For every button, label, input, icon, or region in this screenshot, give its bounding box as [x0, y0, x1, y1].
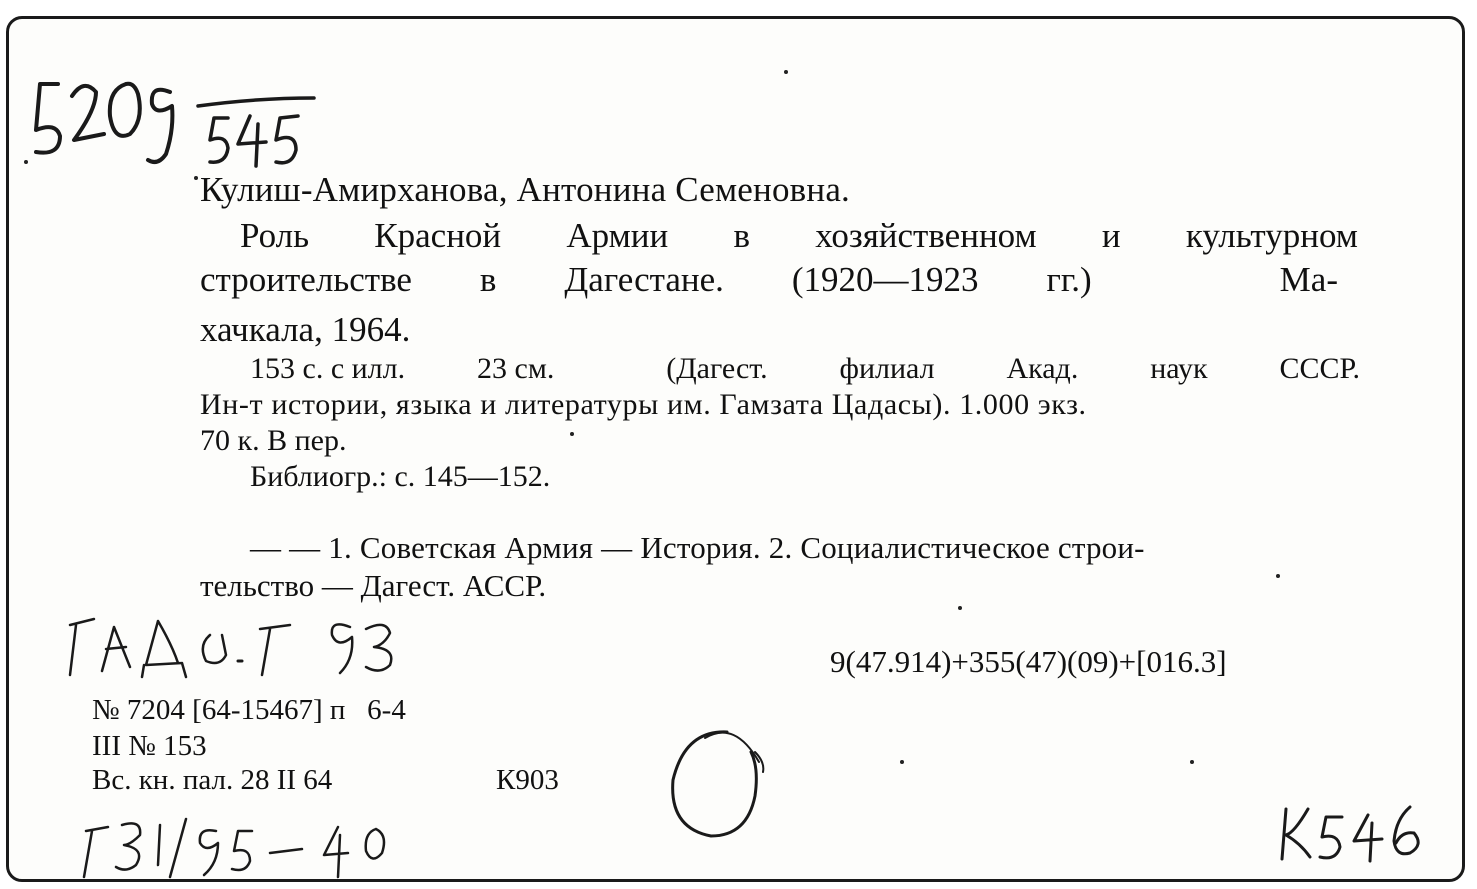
- description-part: 23 см.: [477, 352, 555, 385]
- author-heading: Кулиш-Амирханова, Антонина Семеновна.: [200, 170, 851, 209]
- title-line-1: [240, 218, 1358, 253]
- title-word: Роль: [240, 216, 310, 255]
- book-chamber-stamp: Вс. кн. пал. 28 II 64: [92, 764, 333, 796]
- handwritten-acquisition-mark: [76, 805, 436, 885]
- description-part: (Дагест.: [666, 352, 768, 385]
- scan-speck: [24, 160, 28, 164]
- description-line-1: [250, 354, 1360, 384]
- description-part: СССР.: [1279, 352, 1360, 385]
- description-part: 153 с. с илл.: [250, 352, 406, 385]
- subject-headings-line-1: — — 1. Советская Армия — История. 2. Социалистическое строи-: [250, 530, 1145, 565]
- catalog-code: К903: [496, 764, 559, 796]
- title-line-2: [200, 262, 1338, 297]
- title-word: Красной: [374, 216, 502, 255]
- title-word: хозяйственном: [815, 216, 1037, 255]
- description-line-3: 70 к. В пер.: [200, 424, 347, 457]
- description-part: филиал: [839, 352, 935, 385]
- scan-speck: [784, 70, 788, 74]
- title-word: культурном: [1185, 216, 1358, 255]
- description-part: Акад.: [1006, 352, 1079, 385]
- scan-speck: [570, 432, 574, 436]
- record-number: № 7204 [64-15467] п 6-4: [92, 694, 406, 726]
- title-word: строительстве: [200, 260, 412, 299]
- description-part: наук: [1150, 352, 1208, 385]
- title-word: Армии: [566, 216, 669, 255]
- classification-index: 9(47.914)+355(47)(09)+[016.3]: [830, 644, 1227, 679]
- title-word: в: [479, 260, 497, 299]
- subject-headings-line-2: тельство — Дагест. АССР.: [200, 568, 547, 603]
- title-word: Дагестане.: [564, 260, 724, 299]
- description-line-2: Ин-т истории, языка и литературы им. Гамзата Цадасы). 1.000 экз.: [200, 388, 1087, 421]
- series-number: III № 153: [92, 730, 207, 762]
- bibliography-note: Библиогр.: с. 145—152.: [250, 460, 551, 493]
- title-word: в: [733, 216, 750, 255]
- scan-speck: [900, 760, 904, 764]
- scan-speck: [958, 606, 962, 610]
- handwritten-call-number: [30, 70, 330, 180]
- handwritten-author-mark: [1270, 795, 1450, 870]
- title-word: Ма-: [1279, 260, 1338, 299]
- title-line-3: хачкала, 1964.: [200, 310, 411, 349]
- scan-speck: [1190, 760, 1194, 764]
- scan-speck: [1276, 574, 1280, 578]
- title-word: (1920—1923: [791, 260, 979, 299]
- handwritten-library-mark: [60, 605, 420, 695]
- title-word: и: [1101, 216, 1121, 255]
- stamp-circle: [655, 718, 780, 853]
- scan-speck: [194, 176, 198, 180]
- title-word: гг.): [1046, 260, 1092, 299]
